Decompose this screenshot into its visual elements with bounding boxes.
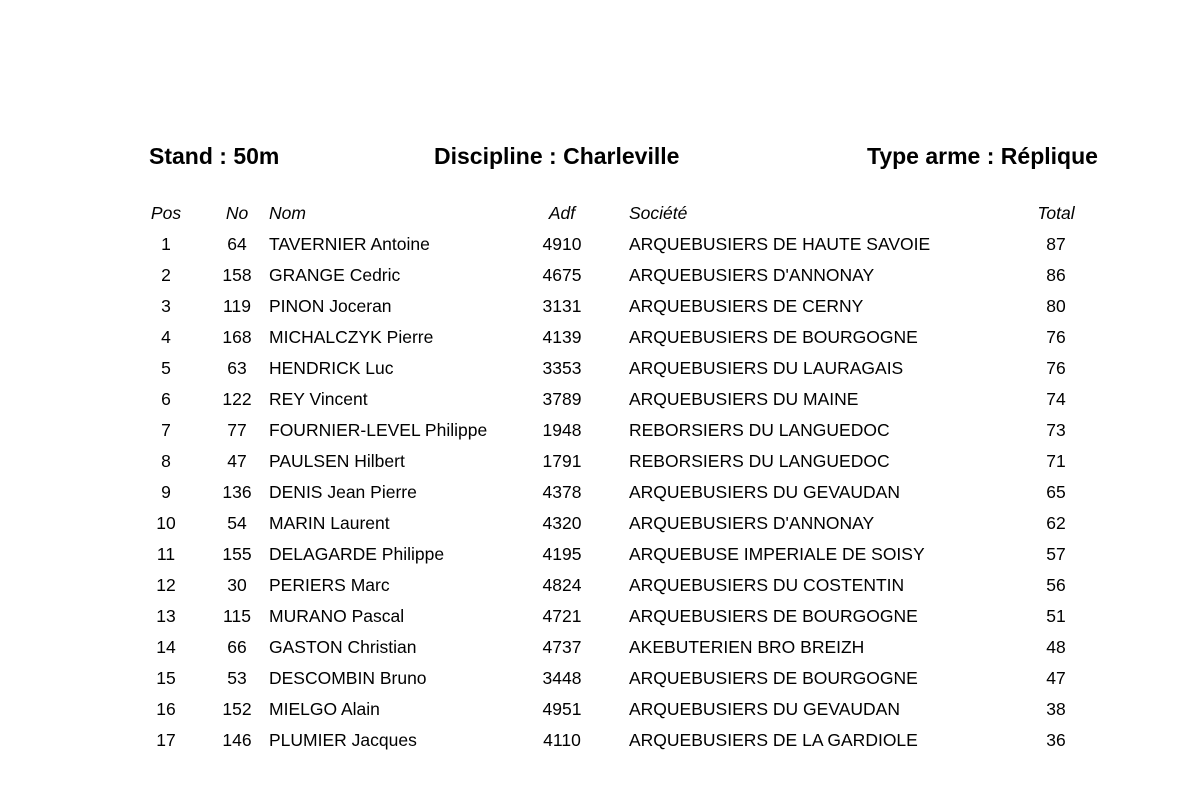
cell-total: 76 (1046, 358, 1066, 378)
cell-adf: 4951 (542, 699, 582, 719)
cell-nom: MIELGO Alain (269, 699, 380, 719)
cell-pos: 17 (156, 730, 176, 750)
cell-total: 56 (1046, 575, 1066, 595)
table-row (0, 260, 1190, 291)
cell-pos: 4 (161, 327, 171, 347)
cell-societe: ARQUEBUSIERS DE HAUTE SAVOIE (629, 234, 931, 254)
column-header-societe: Société (629, 203, 688, 223)
table-header-row (0, 198, 1190, 229)
cell-total: 87 (1046, 234, 1066, 254)
cell-no: 30 (227, 575, 247, 595)
cell-pos: 12 (156, 575, 176, 595)
cell-nom: PAULSEN Hilbert (269, 451, 405, 471)
cell-societe: ARQUEBUSIERS DU COSTENTIN (629, 575, 905, 595)
cell-nom: REY Vincent (269, 389, 368, 409)
cell-total: 71 (1046, 451, 1066, 471)
cell-adf: 4675 (542, 265, 582, 285)
discipline-title: Discipline : Charleville (434, 143, 680, 169)
column-header-total: Total (1037, 203, 1075, 223)
cell-total: 51 (1046, 606, 1066, 626)
cell-no: 64 (227, 234, 247, 254)
cell-pos: 7 (161, 420, 171, 440)
cell-nom: GRANGE Cedric (269, 265, 401, 285)
cell-adf: 4737 (542, 637, 582, 657)
cell-pos: 6 (161, 389, 171, 409)
cell-societe: ARQUEBUSE IMPERIALE DE SOISY (629, 544, 925, 564)
cell-adf: 3131 (542, 296, 582, 316)
cell-adf: 4139 (542, 327, 582, 347)
table-row (0, 477, 1190, 508)
cell-societe: ARQUEBUSIERS DE BOURGOGNE (629, 606, 918, 626)
cell-nom: DESCOMBIN Bruno (269, 668, 427, 688)
cell-total: 36 (1046, 730, 1066, 750)
cell-nom: FOURNIER-LEVEL Philippe (269, 420, 488, 440)
cell-nom: HENDRICK Luc (269, 358, 394, 378)
cell-adf: 4721 (542, 606, 582, 626)
cell-pos: 11 (156, 544, 176, 564)
cell-pos: 14 (156, 637, 176, 657)
weapon-type-title: Type arme : Réplique (867, 143, 1098, 169)
cell-nom: PLUMIER Jacques (269, 730, 417, 750)
table-row (0, 663, 1190, 694)
table-row (0, 353, 1190, 384)
cell-no: 66 (227, 637, 247, 657)
cell-adf: 4195 (542, 544, 582, 564)
cell-societe: ARQUEBUSIERS D'ANNONAY (629, 513, 875, 533)
cell-total: 86 (1046, 265, 1066, 285)
cell-societe: REBORSIERS DU LANGUEDOC (629, 420, 890, 440)
column-header-nom: Nom (269, 203, 306, 223)
table-row (0, 632, 1190, 663)
cell-pos: 3 (161, 296, 171, 316)
cell-no: 152 (222, 699, 252, 719)
cell-nom: MURANO Pascal (269, 606, 405, 626)
cell-total: 76 (1046, 327, 1066, 347)
cell-total: 48 (1046, 637, 1066, 657)
table-row (0, 725, 1190, 756)
table-row (0, 539, 1190, 570)
cell-adf: 3353 (542, 358, 582, 378)
cell-pos: 16 (156, 699, 176, 719)
table-row (0, 694, 1190, 725)
cell-no: 53 (227, 668, 247, 688)
cell-nom: MICHALCZYK Pierre (269, 327, 434, 347)
cell-societe: ARQUEBUSIERS DU LAURAGAIS (629, 358, 904, 378)
cell-nom: DENIS Jean Pierre (269, 482, 417, 502)
cell-societe: ARQUEBUSIERS DU MAINE (629, 389, 859, 409)
cell-total: 57 (1046, 544, 1066, 564)
table-row (0, 322, 1190, 353)
cell-adf: 3789 (542, 389, 582, 409)
cell-pos: 13 (156, 606, 176, 626)
table-row (0, 570, 1190, 601)
cell-adf: 4910 (542, 234, 582, 254)
cell-societe: ARQUEBUSIERS DE LA GARDIOLE (629, 730, 918, 750)
cell-societe: ARQUEBUSIERS DU GEVAUDAN (629, 699, 900, 719)
cell-adf: 4110 (543, 730, 581, 750)
cell-societe: ARQUEBUSIERS D'ANNONAY (629, 265, 875, 285)
cell-adf: 4320 (542, 513, 582, 533)
cell-total: 65 (1046, 482, 1066, 502)
cell-total: 62 (1046, 513, 1066, 533)
cell-no: 115 (223, 606, 251, 626)
cell-pos: 5 (161, 358, 171, 378)
cell-pos: 9 (161, 482, 171, 502)
cell-nom: MARIN Laurent (269, 513, 390, 533)
cell-pos: 1 (161, 234, 171, 254)
column-header-no: No (225, 203, 249, 223)
cell-pos: 2 (161, 265, 171, 285)
stand-title: Stand : 50m (149, 143, 280, 169)
cell-adf: 4824 (542, 575, 582, 595)
table-row (0, 291, 1190, 322)
column-header-adf: Adf (548, 203, 576, 223)
cell-nom: PERIERS Marc (269, 575, 390, 595)
cell-no: 77 (227, 420, 247, 440)
table-row (0, 415, 1190, 446)
cell-societe: ARQUEBUSIERS DE BOURGOGNE (629, 668, 918, 688)
cell-no: 122 (222, 389, 252, 409)
table-row (0, 446, 1190, 477)
cell-total: 74 (1046, 389, 1066, 409)
column-header-pos: Pos (150, 203, 182, 223)
cell-societe: REBORSIERS DU LANGUEDOC (629, 451, 890, 471)
cell-pos: 10 (156, 513, 176, 533)
cell-no: 47 (227, 451, 247, 471)
cell-total: 38 (1046, 699, 1066, 719)
cell-no: 136 (222, 482, 252, 502)
cell-no: 63 (227, 358, 247, 378)
cell-total: 80 (1046, 296, 1066, 316)
cell-no: 119 (223, 296, 251, 316)
cell-no: 158 (222, 265, 252, 285)
cell-no: 54 (227, 513, 247, 533)
cell-adf: 4378 (542, 482, 582, 502)
table-row (0, 229, 1190, 260)
table-row (0, 508, 1190, 539)
cell-societe: ARQUEBUSIERS DE BOURGOGNE (629, 327, 918, 347)
cell-societe: AKEBUTERIEN BRO BREIZH (629, 637, 865, 657)
cell-adf: 1948 (542, 420, 582, 440)
cell-societe: ARQUEBUSIERS DU GEVAUDAN (629, 482, 900, 502)
cell-nom: DELAGARDE Philippe (269, 544, 445, 564)
cell-adf: 3448 (542, 668, 582, 688)
cell-pos: 15 (156, 668, 176, 688)
cell-nom: GASTON Christian (269, 637, 417, 657)
table-row (0, 384, 1190, 415)
cell-nom: PINON Joceran (269, 296, 392, 316)
cell-adf: 1791 (542, 451, 582, 471)
cell-societe: ARQUEBUSIERS DE CERNY (629, 296, 864, 316)
cell-no: 168 (222, 327, 252, 347)
cell-no: 146 (222, 730, 252, 750)
cell-nom: TAVERNIER Antoine (269, 234, 430, 254)
cell-no: 155 (222, 544, 252, 564)
cell-total: 73 (1046, 420, 1066, 440)
cell-total: 47 (1046, 668, 1066, 688)
table-row (0, 601, 1190, 632)
cell-pos: 8 (161, 451, 171, 471)
